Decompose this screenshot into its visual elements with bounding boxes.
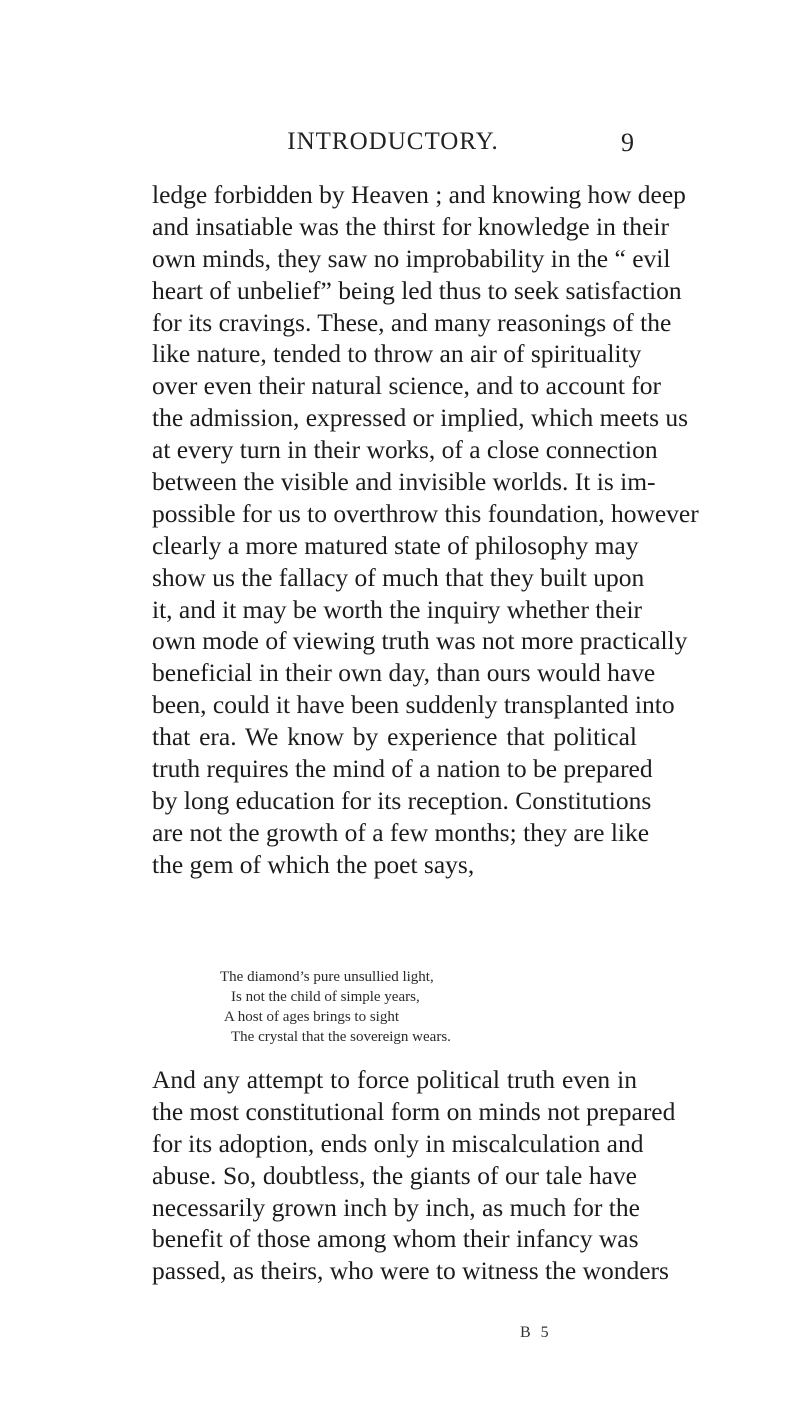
- text-line: beneficial in their own day, than ours would have: [152, 658, 656, 688]
- running-title: INTRODUCTORY.: [287, 128, 499, 155]
- text-line: abuse. So, doubtless, the giants of our tale have: [152, 1160, 637, 1190]
- text-line: the gem of which the poet says,: [152, 849, 475, 879]
- text-line: heart of unbelief” being led thus to seek satisfaction: [152, 275, 682, 305]
- text-line: are not the growth of a few months; they are like: [152, 817, 650, 847]
- text-line: over even their natural science, and to account for: [152, 371, 662, 401]
- text-line: necessarily grown inch by inch, as much for the: [152, 1192, 640, 1222]
- paragraph-1: [152, 179, 699, 881]
- verse-line: The diamond’s pure unsullied light,: [220, 969, 434, 985]
- text-line: own mode of viewing truth was not more practically: [152, 626, 688, 656]
- text-line: the most constitutional form on minds not prepared: [152, 1096, 676, 1126]
- text-line: ledge forbidden by Heaven ; and knowing how deep: [152, 180, 686, 209]
- running-head: [152, 128, 634, 164]
- text-line: clearly a more matured state of philosophy may: [152, 530, 639, 560]
- text-line: benefit of those among whom their infancy was: [152, 1224, 639, 1254]
- text-line: show us the fallacy of much that they built upon: [152, 562, 645, 592]
- text-line: and insatiable was the thirst for knowledge in their: [152, 211, 669, 241]
- text-line: passed, as theirs, who were to witness the wonders: [152, 1256, 669, 1286]
- paragraph-2: [152, 1064, 676, 1287]
- text-line: it, and it may be worth the inquiry whether their: [152, 594, 643, 624]
- text-line: And any attempt to force political truth even in: [152, 1065, 637, 1094]
- text-line: the admission, expressed or implied, which meets us: [152, 403, 689, 433]
- text-line: been, could it have been suddenly transplanted into: [152, 690, 675, 720]
- signature-mark: B 5: [520, 1324, 552, 1341]
- verse-line: Is not the child of simple years,: [231, 989, 420, 1005]
- text-line: own minds, they saw no improbability in the “ evil: [152, 243, 671, 273]
- text-line: by long education for its reception. Constitutions: [152, 785, 652, 815]
- text-line: for its adoption, ends only in miscalculation and: [152, 1128, 644, 1158]
- text-line: at every turn in their works, of a close connection: [152, 435, 658, 465]
- text-line: truth requires the mind of a nation to be prepared: [152, 754, 653, 784]
- text-line: that era. We know by experience that political: [152, 722, 637, 752]
- text-line: for its cravings. These, and many reasonings of the: [152, 307, 672, 337]
- text-line: between the visible and invisible worlds. It is im-: [152, 467, 656, 497]
- page-number: 9: [621, 128, 634, 157]
- verse-line: The crystal that the sovereign wears.: [231, 1029, 451, 1045]
- verse-line: A host of ages brings to sight: [224, 1009, 399, 1025]
- text-line: like nature, tended to throw an air of spirituality: [152, 339, 642, 369]
- text-line: possible for us to overthrow this foundation, however: [152, 498, 699, 528]
- verse-quotation: [152, 967, 637, 1047]
